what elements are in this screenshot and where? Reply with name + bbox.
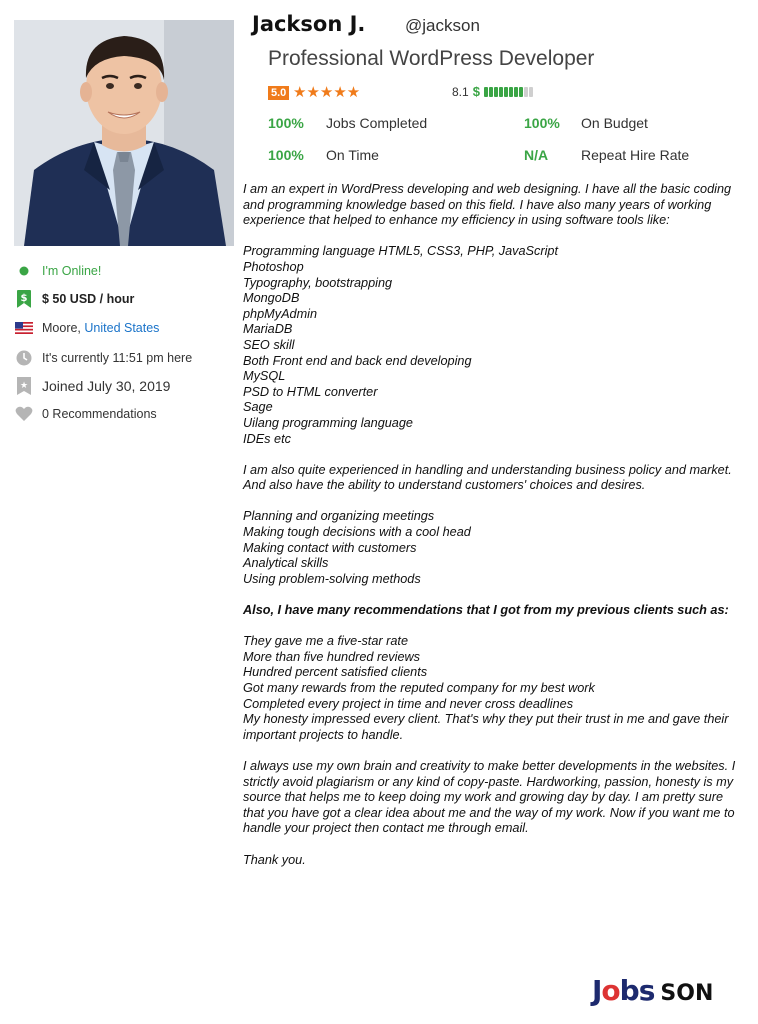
country-link[interactable]: United States (84, 321, 160, 335)
online-status (14, 262, 101, 280)
stat-on-time-pct: 100% (268, 147, 304, 163)
profile-handle: @jackson (405, 16, 480, 35)
calendar-badge-icon (14, 377, 34, 395)
rating-stars: ★★★★★ (293, 84, 361, 101)
skill-item: MongoDB (243, 291, 300, 306)
soft-skill-item: Planning and organizing meetings (243, 509, 435, 524)
stat-repeat-hire-pct: N/A (524, 147, 549, 163)
profile-bio (243, 182, 739, 868)
skill-item: PSD to HTML converter (243, 384, 378, 399)
location-city: Moore, (42, 321, 81, 335)
soft-skill-item: Analytical skills (243, 556, 329, 571)
earnings-score (452, 84, 533, 99)
skill-item: Sage (243, 400, 273, 415)
stat-on-budget-pct: 100% (524, 115, 560, 131)
recommend-item: Hundred percent satisfied clients (243, 665, 428, 680)
earnings-level-bar (484, 87, 533, 97)
hourly-rate (14, 290, 134, 308)
us-flag-icon (14, 319, 34, 337)
skill-item: IDEs etc (243, 431, 291, 446)
bio-intro: I am an expert in WordPress developing and web designing. I have all the basic coding and programming knowledge based on this field. I have also many years of working experience that helped to enhance my efficiency in using software tools like: (243, 182, 732, 228)
earnings-bar-segment (509, 87, 513, 97)
skills-list (243, 244, 739, 447)
stat-on-time-label: On Time (326, 147, 379, 163)
soft-skill-item: Using problem-solving methods (243, 571, 421, 586)
recommend-list (243, 634, 739, 743)
skill-item: MySQL (243, 369, 286, 384)
recommendations-label: 0 Recommendations (42, 407, 157, 421)
online-label: I'm Online! (42, 264, 102, 278)
skill-item: Programming language HTML5, CSS3, PHP, JavaScript (243, 244, 558, 259)
joined-date (14, 377, 170, 395)
recommend-item: They gave me a five-star rate (243, 634, 409, 649)
bio-thanks: Thank you. (243, 852, 306, 867)
clock-icon (14, 349, 34, 367)
earnings-bar-segment (499, 87, 503, 97)
recommend-heading: Also, I have many recommendations that I got from my previous clients such as: (243, 603, 729, 618)
earnings-bar-segment (529, 87, 533, 97)
online-dot-icon (14, 262, 34, 280)
svg-text:★: ★ (19, 381, 29, 391)
soft-skills-list (243, 509, 739, 587)
skill-item: Both Front end and back end developing (243, 353, 472, 368)
skill-item: phpMyAdmin (243, 306, 318, 321)
earnings-bar-segment (514, 87, 518, 97)
earnings-bar-segment (524, 87, 528, 97)
skill-item: Photoshop (243, 259, 304, 274)
svg-text:$: $ (20, 293, 28, 304)
jobsson-logo (592, 974, 713, 1007)
earnings-score-value: 8.1 (452, 84, 469, 99)
stat-jobs-completed-pct: 100% (268, 115, 304, 131)
profile-headline: Professional WordPress Developer (268, 47, 595, 70)
recommendations (14, 405, 157, 423)
earnings-bar-segment (504, 87, 508, 97)
stat-repeat-hire-label: Repeat Hire Rate (581, 147, 690, 163)
rating-badge: 5.0 (268, 86, 289, 100)
bio-closing: I always use my own brain and creativity to make better developments in the websites. I strictly avoid plagiarism or any kind of copy-paste. Hardworking, passion, honesty is my source that helps me to keep doing my work and growing day by day. I am pretty sure that you have got a clear idea about me and the way of my work. Now if you want me to handle your project then contact me through email. (243, 758, 736, 836)
soft-skill-item: Making tough decisions with a cool head (243, 525, 471, 540)
skill-item: SEO skill (243, 337, 295, 352)
recommend-item: My honesty impressed every client. That's why they put their trust in me and gave their important projects to handle. (243, 712, 729, 742)
profile-name: Jackson J. (252, 12, 366, 36)
recommend-item: More than five hundred reviews (243, 649, 421, 664)
recommend-item: Got many rewards from the reputed company for my best work (243, 681, 595, 695)
skill-item: Typography, bootstrapping (243, 275, 393, 290)
logo-son: SON (660, 981, 714, 1006)
heart-icon (14, 405, 34, 423)
bio-business: I am also quite experienced in handling and understanding business policy and market. And also have the ability to understand customers' choices and desires. (243, 462, 732, 493)
hourly-rate-label: $ 50 USD / hour (42, 292, 135, 306)
earnings-bar-segment (484, 87, 488, 97)
local-time (14, 349, 192, 367)
logo-jobs: Jobs (592, 974, 655, 1007)
soft-skill-item: Making contact with customers (243, 540, 417, 555)
location (14, 319, 159, 337)
earnings-bar-segment (519, 87, 523, 97)
dollar-icon (14, 290, 34, 308)
earnings-bar-segment (489, 87, 493, 97)
joined-label: Joined July 30, 2019 (42, 378, 171, 394)
earnings-dollar-icon: $ (472, 84, 480, 99)
stat-on-budget-label: On Budget (581, 115, 648, 131)
local-time-label: It's currently 11:51 pm here (42, 351, 193, 365)
stat-jobs-completed-label: Jobs Completed (326, 115, 428, 131)
recommend-item: Completed every project in time and never cross deadlines (243, 696, 574, 711)
skill-item: Uilang programming language (243, 415, 413, 430)
earnings-bar-segment (494, 87, 498, 97)
profile-photo (14, 20, 234, 246)
skill-item: MariaDB (243, 322, 293, 337)
